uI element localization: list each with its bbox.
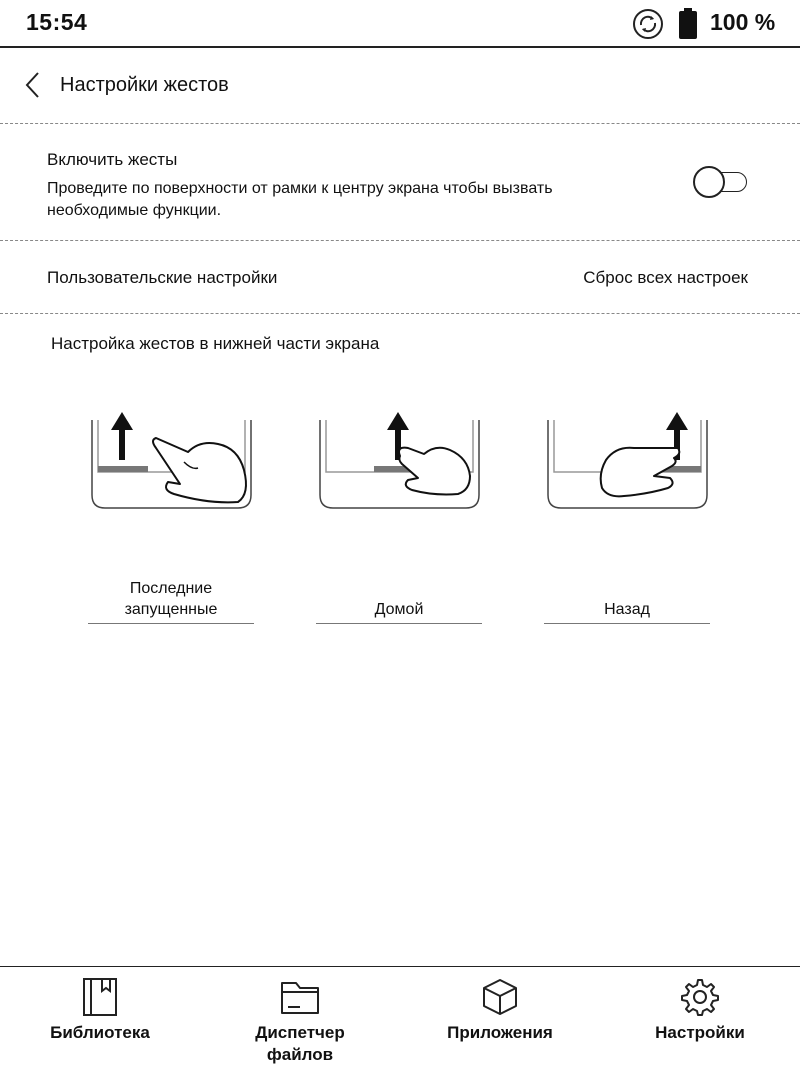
cube-icon	[480, 977, 520, 1017]
reset-all-settings-button[interactable]: Сброс всех настроек	[583, 268, 748, 287]
gesture-back-label-line2: Назад	[604, 601, 650, 618]
nav-settings-label	[600, 1022, 800, 1044]
clock: 15:54	[26, 9, 88, 35]
gesture-home-illustration[interactable]	[316, 410, 486, 515]
gesture-recent-option[interactable]	[88, 578, 254, 624]
nav-file-manager[interactable]	[200, 967, 400, 1068]
gesture-home-option[interactable]	[316, 578, 482, 624]
divider	[0, 123, 800, 124]
nav-library-label-text: Библиотека	[50, 1023, 150, 1042]
custom-settings-label[interactable]: Пользовательские настройки	[47, 268, 278, 287]
nav-file-manager-label-line2: файлов	[266, 1045, 334, 1064]
gesture-back-option[interactable]	[544, 578, 710, 624]
nav-library-label	[0, 1022, 200, 1044]
bottom-navigation	[0, 966, 800, 1068]
back-arrow-icon[interactable]	[22, 70, 42, 100]
nav-settings-label-text: Настройки	[655, 1023, 745, 1042]
nav-file-manager-label	[200, 1022, 400, 1066]
gesture-recent-label-line1: Последние	[129, 580, 213, 597]
nav-applications-label	[400, 1022, 600, 1044]
folder-icon	[280, 977, 320, 1017]
divider	[0, 240, 800, 241]
gesture-home-label-line2: Домой	[374, 601, 424, 618]
nav-applications-label-text: Приложения	[447, 1023, 553, 1042]
battery-level: 100 %	[710, 9, 776, 35]
page-title: Настройки жестов	[60, 74, 229, 96]
gesture-recent-illustration[interactable]	[88, 410, 258, 515]
header	[0, 48, 800, 123]
nav-library[interactable]	[0, 967, 200, 1068]
battery-icon	[678, 8, 698, 40]
enable-gestures-description: Проведите по поверхности от рамки к центру экрана чтобы вызвать необходимые функции.	[47, 180, 553, 219]
gesture-back-label-line1	[544, 578, 710, 599]
toggle-knob	[693, 166, 725, 198]
book-icon	[80, 977, 120, 1017]
gear-icon	[680, 977, 720, 1017]
gesture-home-label-line1	[316, 578, 482, 599]
gesture-recent-label-line2: запущенные	[124, 601, 218, 618]
nav-settings[interactable]	[600, 967, 800, 1068]
gesture-back-illustration[interactable]	[544, 410, 714, 515]
nav-file-manager-label-line1: Диспетчер	[255, 1023, 345, 1042]
bottom-gestures-title: Настройка жестов в нижней части экрана	[51, 334, 380, 353]
sync-icon[interactable]	[632, 8, 664, 40]
divider	[0, 313, 800, 314]
status-bar	[0, 0, 800, 48]
nav-applications[interactable]	[400, 967, 600, 1068]
enable-gestures-title: Включить жесты	[47, 150, 178, 169]
enable-gestures-toggle[interactable]	[693, 166, 749, 200]
